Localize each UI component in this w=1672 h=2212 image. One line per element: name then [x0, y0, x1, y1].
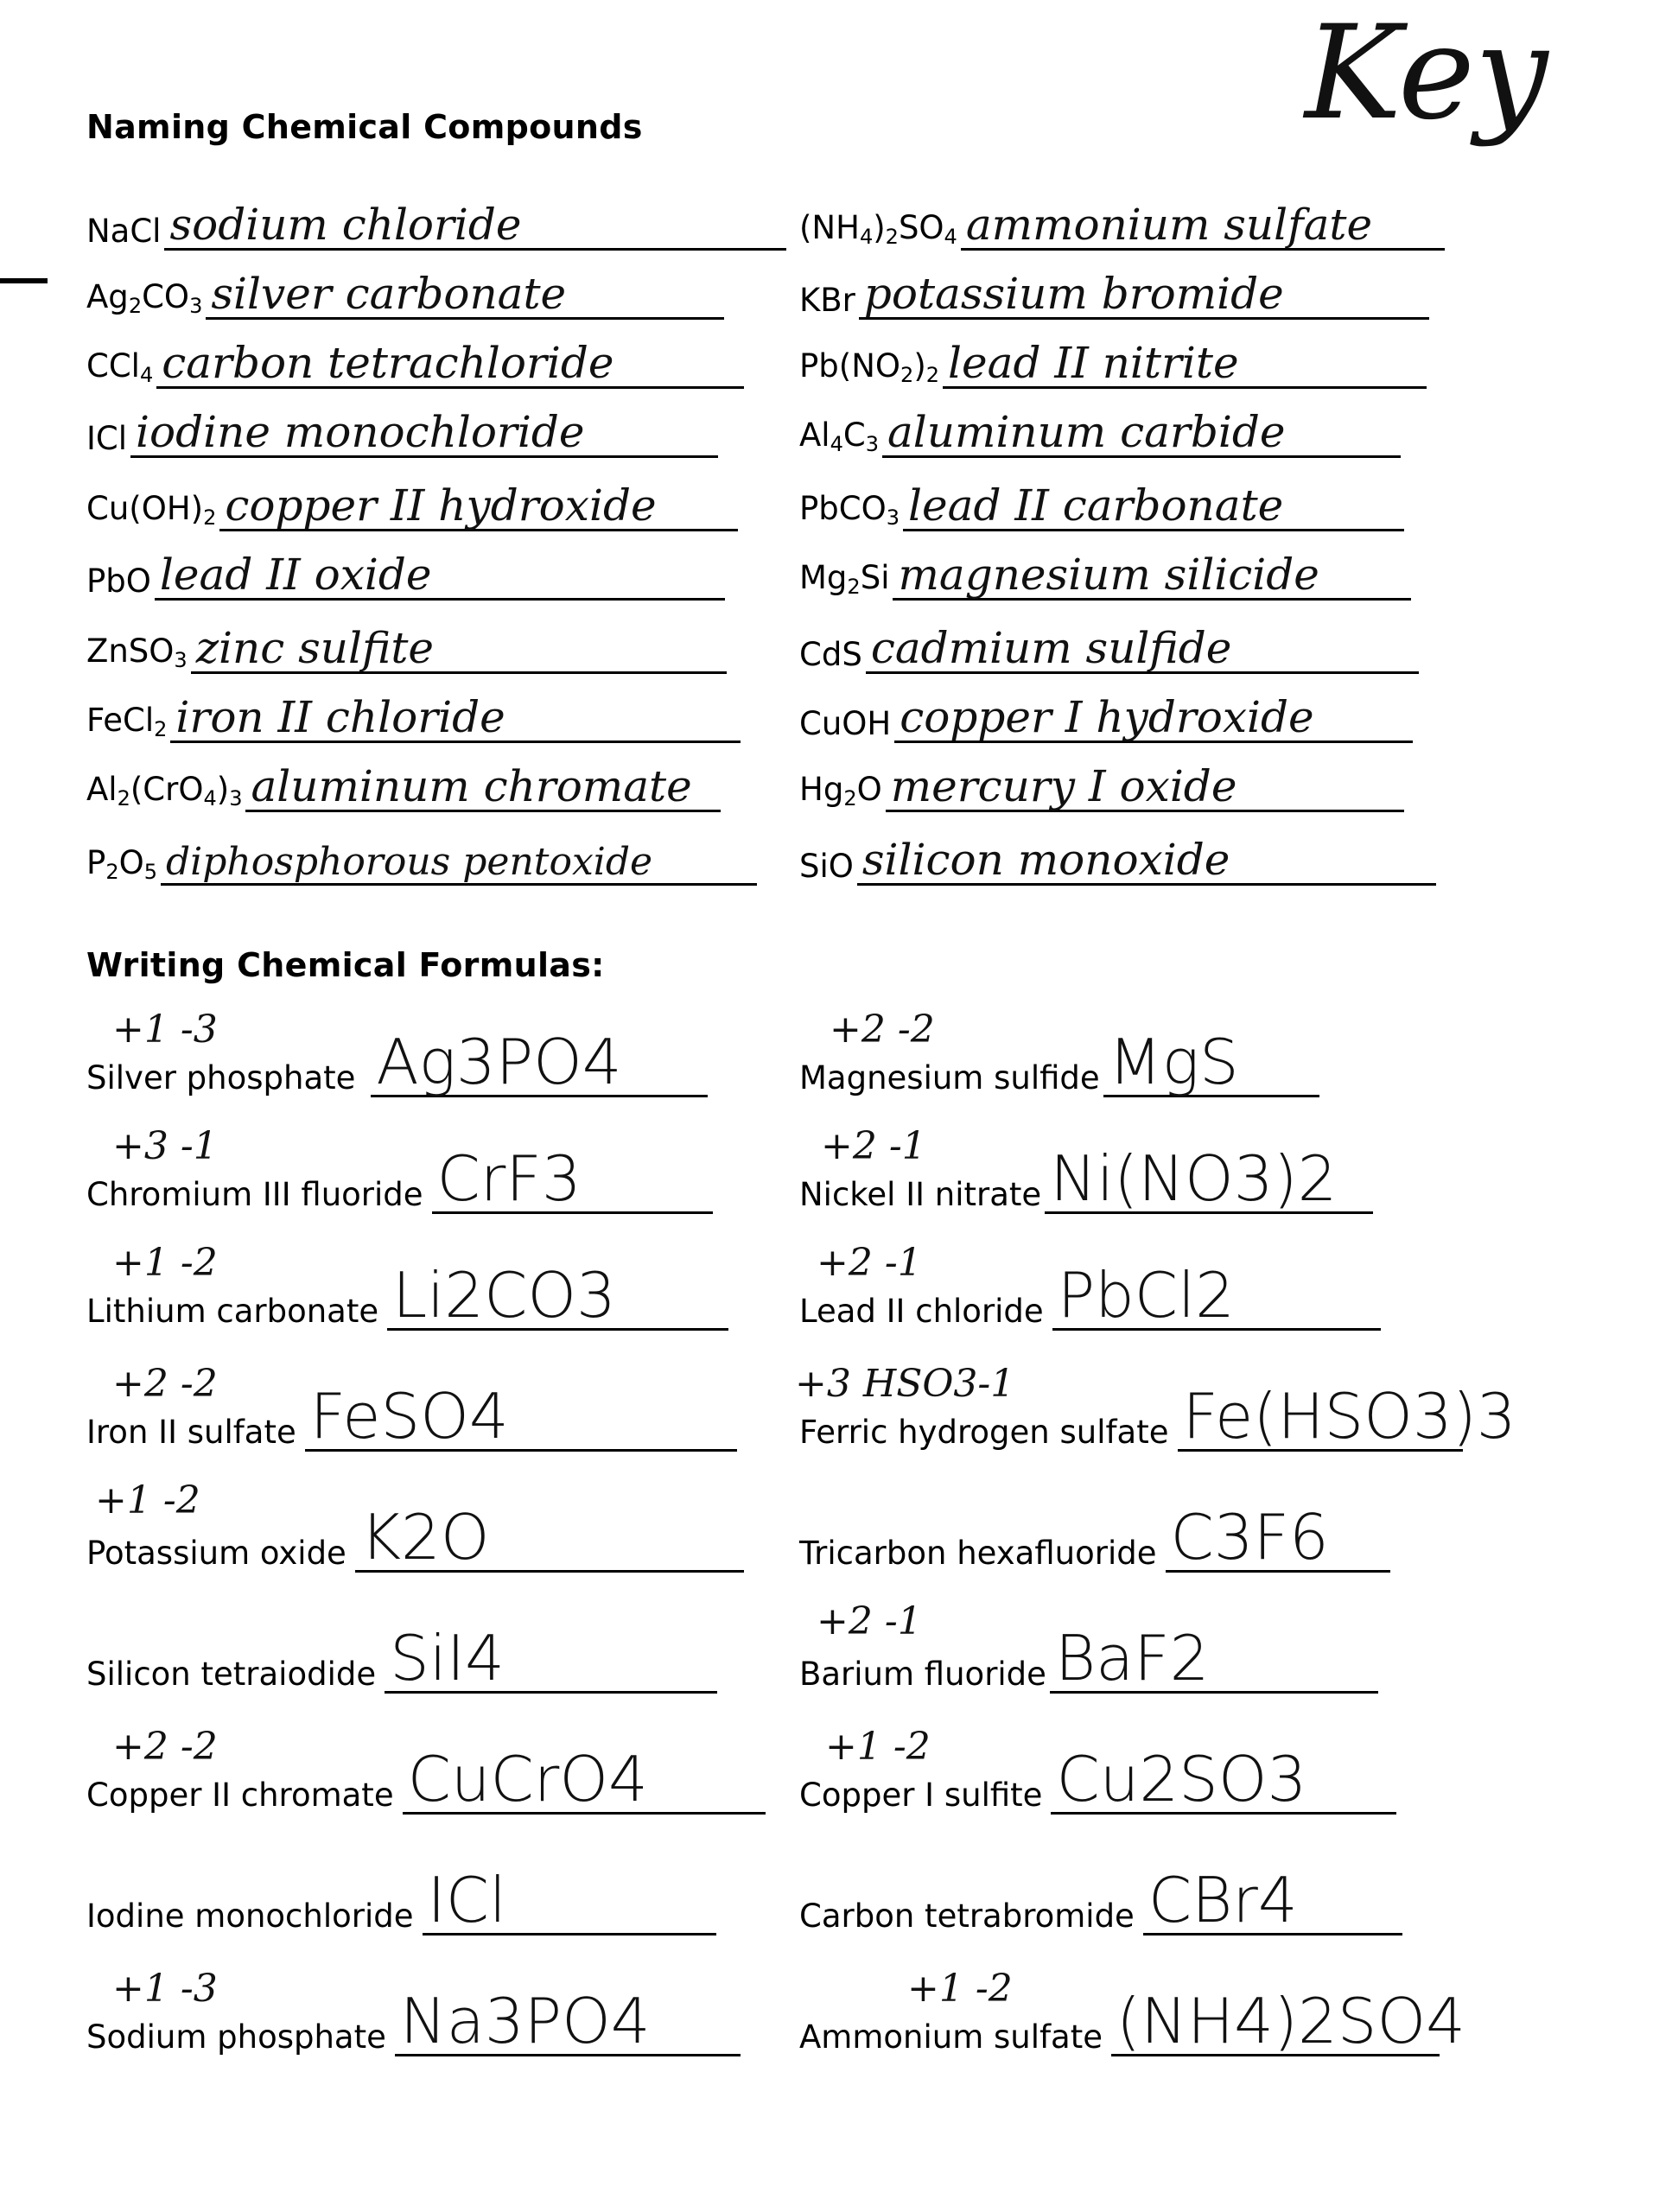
handwritten-answer: lead II nitrite: [948, 338, 1239, 388]
answer-blank[interactable]: [1143, 1864, 1402, 1936]
formula-row: [799, 1259, 1381, 1332]
answer-blank[interactable]: [961, 182, 1445, 251]
margin-dash-mark: [0, 278, 48, 283]
answer-blank[interactable]: [886, 744, 1404, 812]
handwritten-answer: K2O: [359, 1501, 490, 1573]
answer-blank[interactable]: [191, 606, 727, 674]
handwritten-answer: (NH4)2SO4: [1116, 1985, 1465, 2057]
handwritten-answer: copper II hydroxide: [225, 480, 657, 531]
answer-blank[interactable]: [161, 817, 757, 886]
handwritten-answer: MgS: [1108, 1026, 1239, 1098]
formula-label: CuOH: [799, 705, 892, 742]
answer-blank[interactable]: [1052, 1259, 1381, 1332]
formula-label: PbO: [86, 563, 151, 600]
answer-blank[interactable]: [387, 1259, 728, 1332]
charge-annotation: +2 -1: [821, 1124, 926, 1168]
answer-blank[interactable]: [219, 463, 738, 531]
compound-name: Magnesium sulfide: [799, 1059, 1100, 1096]
naming-row: [799, 251, 1429, 320]
formula-row: [86, 1866, 716, 1936]
handwritten-answer: C3F6: [1170, 1501, 1329, 1573]
formula-row: [799, 1866, 1402, 1936]
compound-name: Copper II chromate: [86, 1777, 394, 1814]
handwritten-answer: CBr4: [1148, 1864, 1298, 1936]
naming-row: [799, 462, 1404, 531]
compound-name: Iodine monochloride: [86, 1897, 414, 1935]
compound-name: Chromium III fluoride: [86, 1176, 423, 1213]
answer-blank[interactable]: [1178, 1380, 1516, 1452]
answer-blank[interactable]: [385, 1622, 717, 1694]
formula-label: $Cu(OH)_2$: [86, 490, 217, 530]
handwritten-answer: FeSO4: [309, 1380, 509, 1452]
naming-row: [86, 605, 727, 674]
answer-blank[interactable]: [164, 182, 786, 251]
charge-annotation: +2 -2: [112, 1362, 218, 1406]
compound-name: Copper I sulfite: [799, 1777, 1043, 1814]
answer-blank[interactable]: [943, 321, 1427, 389]
formula-label: CCl$_4$: [86, 347, 154, 387]
formula-row: [86, 1142, 713, 1215]
handwritten-answer: aluminum chromate: [251, 761, 692, 811]
formula-label: $Pb(NO_2)_2$: [799, 347, 940, 387]
handwritten-answer: Na3PO4: [399, 1985, 651, 2057]
compound-name: Barium fluoride: [799, 1656, 1046, 1693]
naming-row: [86, 320, 744, 389]
handwritten-answer: sodium chloride: [169, 200, 522, 250]
answer-blank[interactable]: [170, 675, 741, 743]
compound-name: Sodium phosphate: [86, 2018, 386, 2056]
handwritten-answer: Ag3PO4: [376, 1026, 622, 1098]
formula-label: ZnSO$_3$: [86, 632, 188, 672]
formula-label: ICl: [86, 420, 128, 457]
formula-label: $Al_4C_3$: [799, 416, 879, 456]
naming-row: [799, 674, 1413, 743]
answer-blank[interactable]: [1166, 1501, 1390, 1573]
charge-annotation: +3 HSO3-1: [795, 1362, 1015, 1406]
answer-blank[interactable]: [305, 1380, 737, 1452]
formula-row: [799, 1028, 1319, 1097]
answer-blank[interactable]: [1111, 1985, 1465, 2057]
formula-row: [86, 1028, 708, 1097]
formula-row: [799, 1380, 1516, 1452]
formula-label: $P_2O_5$: [86, 844, 157, 884]
naming-row: [86, 743, 721, 812]
answer-blank[interactable]: [423, 1864, 716, 1936]
naming-row: [799, 817, 1436, 886]
naming-row: [799, 743, 1404, 812]
naming-row: [799, 320, 1427, 389]
handwritten-answer: diphosphorous pentoxide: [166, 840, 653, 884]
charge-annotation: +2 -2: [112, 1725, 218, 1769]
formula-label: $Mg_2Si$: [799, 559, 890, 599]
handwritten-answer: BaF2: [1054, 1622, 1210, 1694]
answer-blank[interactable]: [903, 463, 1404, 531]
handwritten-answer: ICl: [427, 1864, 507, 1936]
charge-annotation: +2 -2: [830, 1007, 935, 1052]
handwritten-answer: iron II chloride: [175, 692, 505, 742]
charge-annotation: +1 -3: [112, 1967, 218, 2011]
handwritten-answer: CuCrO4: [407, 1743, 648, 1815]
charge-annotation: +3 -1: [112, 1124, 218, 1168]
naming-row: [799, 389, 1401, 458]
answer-blank[interactable]: [403, 1743, 766, 1815]
formula-row: [799, 1985, 1465, 2057]
handwritten-answer: Ni(NO3)2: [1050, 1142, 1338, 1215]
formula-label: $(NH_4)_2SO_4$: [799, 209, 957, 249]
formula-row: [86, 1624, 717, 1694]
charge-annotation: +1 -3: [112, 1007, 218, 1052]
answer-blank[interactable]: [206, 251, 724, 320]
answer-blank[interactable]: [1050, 1622, 1378, 1694]
handwritten-answer: potassium bromide: [863, 269, 1284, 319]
answer-blank[interactable]: [894, 675, 1413, 743]
compound-name: Carbon tetrabromide: [799, 1897, 1135, 1935]
compound-name: Tricarbon hexafluoride: [799, 1535, 1157, 1572]
answer-blank[interactable]: [395, 1985, 741, 2057]
handwritten-answer: SiI4: [390, 1622, 505, 1694]
answer-blank[interactable]: [1103, 1026, 1319, 1098]
handwritten-answer: magnesium silicide: [898, 550, 1319, 600]
handwritten-answer: ammonium sulfate: [965, 200, 1373, 250]
handwritten-answer: silicon monoxide: [861, 835, 1230, 885]
formula-label: CdS: [799, 636, 862, 673]
answer-blank[interactable]: [156, 321, 744, 389]
key-handwritten-mark: Key: [1305, 0, 1548, 149]
formula-row: [799, 1142, 1373, 1215]
answer-blank[interactable]: [882, 390, 1401, 458]
handwritten-answer: CrF3: [436, 1142, 582, 1215]
formula-label: KBr: [799, 282, 855, 319]
handwritten-answer: carbon tetrachloride: [162, 338, 614, 388]
formula-label: $Al_2(CrO_4)_3$: [86, 771, 243, 810]
naming-row: [86, 817, 757, 886]
answer-blank[interactable]: [432, 1142, 713, 1215]
answer-blank[interactable]: [859, 251, 1429, 320]
handwritten-answer: iodine monochloride: [136, 407, 585, 457]
answer-blank[interactable]: [371, 1026, 708, 1098]
handwritten-answer: Fe(HSO3)3: [1182, 1380, 1516, 1452]
handwritten-answer: cadmium sulfide: [870, 623, 1232, 673]
naming-row: [799, 531, 1411, 601]
formula-row: [799, 1503, 1390, 1573]
formula-label: PbCO$_3$: [799, 490, 900, 530]
compound-name: Silicon tetraiodide: [86, 1656, 377, 1693]
answer-blank[interactable]: [1045, 1142, 1373, 1215]
charge-annotation: +1 -2: [95, 1478, 200, 1522]
formula-label: $Hg_2O$: [799, 771, 882, 810]
naming-row: [86, 674, 741, 743]
formula-row: [799, 1745, 1396, 1815]
compound-name: Lead II chloride: [799, 1293, 1044, 1330]
formula-label: FeCl$_2$: [86, 702, 168, 741]
handwritten-answer: lead II oxide: [159, 550, 432, 600]
compound-name: Ferric hydrogen sulfate: [799, 1414, 1169, 1451]
handwritten-answer: zinc sulfite: [195, 623, 435, 673]
charge-annotation: +1 -2: [907, 1967, 1013, 2011]
compound-name: Potassium oxide: [86, 1535, 346, 1572]
handwritten-answer: copper I hydroxide: [900, 692, 1314, 742]
formula-row: [86, 1745, 766, 1815]
compound-name: Nickel II nitrate: [799, 1176, 1042, 1213]
naming-row: [86, 462, 738, 531]
formula-row: [799, 1624, 1378, 1694]
naming-row: [86, 389, 718, 458]
compound-name: Lithium carbonate: [86, 1293, 379, 1330]
charge-annotation: +2 -1: [817, 1599, 922, 1643]
compound-name: Silver phosphate: [86, 1059, 356, 1096]
charge-annotation: +1 -2: [112, 1241, 218, 1285]
charge-annotation: +2 -1: [817, 1241, 922, 1285]
formula-label: NaCl: [86, 213, 162, 250]
answer-blank[interactable]: [130, 390, 718, 458]
charge-annotation: +1 -2: [825, 1725, 931, 1769]
answer-blank[interactable]: [155, 532, 725, 601]
naming-row: [86, 531, 725, 601]
answer-blank[interactable]: [1051, 1743, 1396, 1815]
handwritten-answer: lead II carbonate: [908, 480, 1284, 531]
formula-label: SiO: [799, 848, 854, 885]
answer-blank[interactable]: [355, 1501, 744, 1573]
handwritten-answer: PbCl2: [1057, 1259, 1235, 1332]
formula-label: $Ag_2CO_3$: [86, 278, 203, 318]
formula-row: [86, 1259, 728, 1332]
answer-blank[interactable]: [866, 606, 1419, 674]
compound-name: Ammonium sulfate: [799, 2018, 1103, 2056]
naming-row: [86, 181, 786, 251]
answer-blank[interactable]: [245, 744, 721, 812]
compound-name: Iron II sulfate: [86, 1414, 296, 1451]
handwritten-answer: Cu2SO3: [1056, 1743, 1307, 1815]
naming-row: [86, 251, 724, 320]
formula-row: [86, 1503, 744, 1573]
handwritten-answer: aluminum carbide: [887, 407, 1286, 457]
formula-row: [86, 1382, 737, 1452]
formula-row: [86, 1987, 741, 2056]
handwritten-answer: Li2CO3: [392, 1259, 616, 1332]
naming-section-title: Naming Chemical Compounds: [86, 108, 643, 146]
answer-blank[interactable]: [893, 532, 1411, 601]
handwritten-answer: mercury I oxide: [890, 761, 1237, 811]
naming-row: [799, 181, 1445, 251]
answer-blank[interactable]: [857, 817, 1436, 886]
writing-section-title: Writing Chemical Formulas:: [86, 946, 605, 984]
naming-row: [799, 605, 1419, 674]
handwritten-answer: silver carbonate: [211, 269, 567, 319]
